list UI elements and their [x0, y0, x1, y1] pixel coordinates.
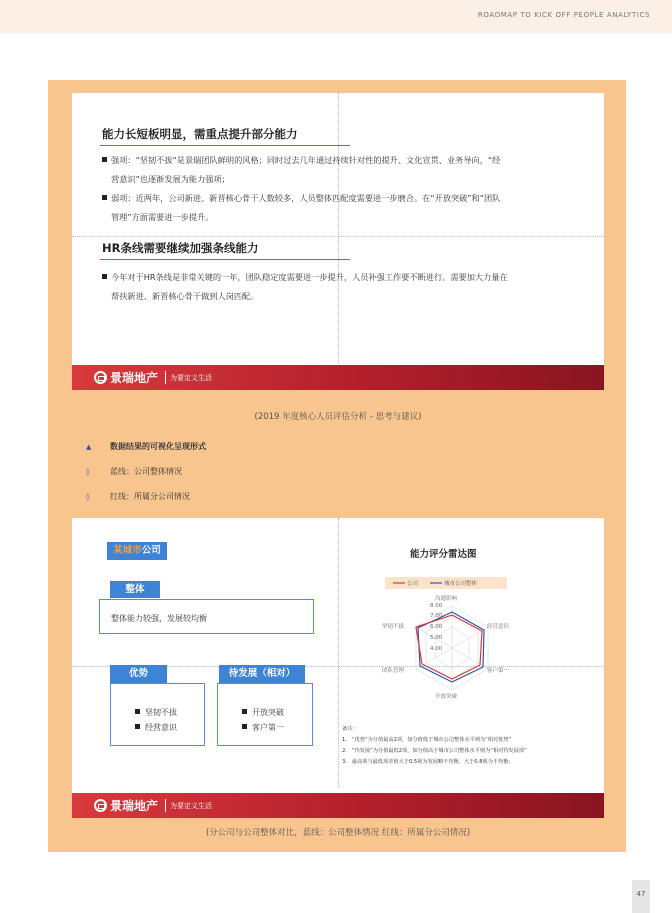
- guide-line-vertical: [338, 518, 339, 788]
- diamond-icon: ◊: [86, 468, 90, 476]
- slide-assessment-summary: [72, 93, 604, 390]
- note-item: [342, 758, 514, 765]
- hr-line-2: 帮扶新进、新晋核心骨干做到人岗匹配。: [111, 291, 259, 301]
- brand-slogan: 为要定义生活: [170, 802, 212, 810]
- radar-tick-label: 5.00: [430, 635, 443, 641]
- note-number: 3.: [342, 759, 347, 765]
- strength-paragraph: [102, 151, 582, 227]
- heading-capability-gap: 能力长短板明显，需重点提升部分能力: [102, 127, 298, 141]
- company-tag: [107, 542, 167, 560]
- diamond-icon: ◊: [86, 493, 90, 501]
- legend-red-label: 公司: [407, 581, 419, 587]
- radar-axis-label: 坚韧不拔: [382, 624, 405, 630]
- overall-tag: 整体: [110, 581, 160, 598]
- heading-underline: [100, 259, 350, 260]
- develop-tag: 待发展（相对）: [219, 665, 305, 683]
- radar-tick-label: 6.00: [430, 624, 443, 630]
- slide-company-comparison: [72, 518, 604, 818]
- legend-blue-label: 城市公司整体: [444, 581, 478, 587]
- radar-chart: [392, 593, 512, 703]
- logo-divider: [165, 799, 166, 812]
- hr-line-1: 今年对于HR条线是非常关键的一年，团队稳定度需要进一步提升，人员补强工作要不断进行。需要加大力量在: [111, 272, 508, 282]
- radar-legend: [385, 577, 507, 589]
- legend-blue-line-icon: [430, 579, 442, 587]
- advantage-item: [135, 707, 177, 718]
- slide-footer-bar: [72, 793, 604, 818]
- bullet-square-icon: [135, 724, 140, 729]
- heading-hr-capability: HR条线需要继续加强条线能力: [102, 241, 259, 255]
- brand-logo: [94, 369, 158, 386]
- develop-item: [242, 707, 284, 718]
- note-item: [342, 736, 511, 743]
- advantage-item-text: 经营意识: [145, 723, 177, 732]
- weak-line-2: 管理”方面需要进一步提升。: [111, 212, 214, 222]
- advantage-item: [135, 722, 177, 733]
- note-text: “待发展”为分值最低2项，如分值高于城市公司整体水平则为“相对待发展项”: [351, 748, 527, 754]
- radar-tick-label: 7.00: [430, 613, 443, 619]
- bullet-square-icon: [242, 709, 247, 714]
- bullet-square-icon: [242, 724, 247, 729]
- page-header: [0, 0, 672, 33]
- strength-line-2: 营意识”也逐渐发展为能力强项；: [111, 174, 230, 184]
- radar-chart-title: 能力评分雷达图: [410, 549, 477, 560]
- heading-underline: [100, 145, 350, 146]
- develop-item-text: 开放突破: [252, 708, 284, 717]
- radar-tick-label: 4.00: [430, 646, 443, 652]
- brand-name: 景瑞地产: [110, 799, 159, 813]
- develop-item-text: 客户第一: [252, 723, 284, 732]
- weak-line-1: 弱项：近两年，公司新进、新晋核心骨干人数较多，人员整体匹配度需要进一步磨合。在“开放突破”和“团队: [111, 193, 501, 203]
- bullet-square-icon: [135, 709, 140, 714]
- caption-comparison: (分公司与公司整体对比，蓝线：公司整体情况 红线：所属分公司情况): [205, 828, 471, 838]
- header-title: ROADMAP TO KICK OFF PEOPLE ANALYTICS: [477, 11, 650, 19]
- radar-axis-label: 开放突破: [435, 694, 458, 700]
- page-number: 47: [632, 880, 650, 913]
- radar-axis-label: 团队管理: [382, 668, 405, 674]
- legend-red-line-icon: [393, 579, 405, 587]
- bullet-text: 数据结果的可视化呈现形式: [110, 442, 206, 451]
- advantage-item-text: 坚韧不拔: [145, 708, 177, 717]
- strength-line-1: 强项：“坚韧不拔”是景瑞团队鲜明的风格；同时过去几年通过持续针对性的提升、文化宣贯、业务导向，“经: [111, 155, 501, 165]
- bullet-blue-line: [86, 466, 182, 477]
- brand-logo: [94, 797, 158, 814]
- company-tag-city: 某城市: [113, 545, 142, 556]
- bullet-text: 红线：所属分公司情况: [110, 492, 190, 501]
- bullet-text: 蓝线：公司整体情况: [110, 467, 182, 476]
- brand-slogan: 为要定义生活: [170, 374, 212, 382]
- notes-title: 备注：: [342, 726, 358, 732]
- bullet-square-icon: [102, 274, 107, 279]
- brand-mark-icon: [94, 371, 107, 384]
- guide-line-horizontal: [72, 236, 604, 237]
- note-text: “优势”为分值最高2项，如分值低于城市公司整体水平则为“相对优势”: [351, 737, 512, 743]
- logo-divider: [165, 371, 166, 384]
- bullet-visualization: [86, 441, 206, 452]
- bullet-square-icon: [102, 157, 107, 162]
- radar-axis-label: 客户第一: [487, 668, 510, 674]
- note-number: 1.: [342, 737, 347, 743]
- bullet-red-line: [86, 491, 190, 502]
- caption-assessment: (2019 年度核心人员评估分析 - 思考与建议): [254, 412, 422, 422]
- radar-axis-label: 沟通影响: [435, 596, 458, 602]
- overall-text: 整体能力较强，发展较均衡: [111, 614, 207, 623]
- triangle-icon: ▲: [86, 443, 92, 451]
- brand-name: 景瑞地产: [110, 371, 159, 385]
- company-tag-suffix: 公司: [141, 545, 161, 556]
- brand-mark-icon: [94, 799, 107, 812]
- note-item: [342, 747, 527, 754]
- hr-paragraph: [102, 268, 582, 306]
- slide-footer-bar: [72, 365, 604, 390]
- guide-line-vertical: [338, 93, 339, 363]
- bullet-square-icon: [102, 195, 107, 200]
- radar-tick-label: 8.00: [430, 603, 443, 609]
- develop-item: [242, 722, 284, 733]
- note-number: 2.: [342, 748, 347, 754]
- note-text: 最高项与最低项差值大于0.5视为发展略不均衡，大于0.8视为不均衡；: [351, 759, 514, 765]
- advantage-tag: 优势: [110, 665, 167, 683]
- radar-axis-label: 经营意识: [487, 624, 510, 630]
